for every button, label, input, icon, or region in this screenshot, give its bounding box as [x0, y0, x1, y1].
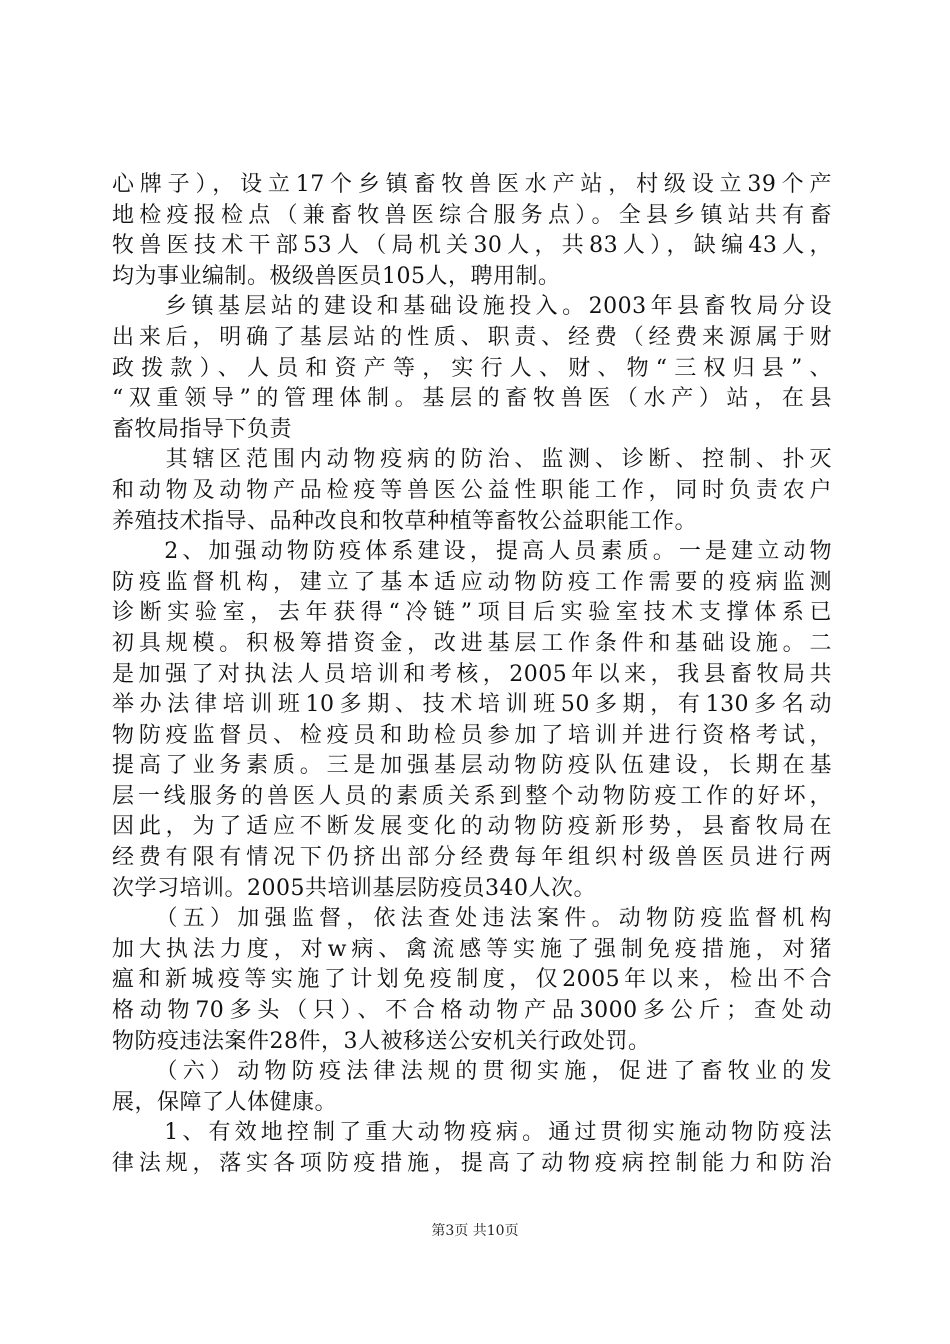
text-line: 物防疫监督员、检疫员和助检员参加了培训并进行资格考试， — [112, 722, 832, 748]
text-line: 防疫监督机构，建立了基本适应动物防疫工作需要的疫病监测 — [112, 569, 832, 595]
text-line: 出来后，明确了基层站的性质、职责、经费（经费来源属于财 — [112, 324, 832, 350]
text-line: 格动物70多头（只）、不合格动物产品3000多公斤；查处动 — [112, 998, 832, 1024]
text-line: （五）加强监督，依法查处违法案件。动物防疫监督机构 — [112, 906, 832, 932]
text-line: 是加强了对执法人员培训和考核，2005年以来，我县畜牧局共 — [112, 661, 832, 687]
text-line: 畜牧局指导下负责 — [112, 416, 293, 442]
text-line: 乡镇基层站的建设和基础设施投入。2003年县畜牧局分设 — [112, 294, 832, 320]
text-line: 政拨款）、人员和资产等，实行人、财、物“三权归县”、 — [112, 355, 832, 381]
page-footer: 第3页 共10页 — [431, 1223, 519, 1239]
text-line: 律法规，落实各项防疫措施，提高了动物疫病控制能力和防治 — [112, 1151, 832, 1176]
text-line: 层一线服务的兽医人员的素质关系到整个动物防疫工作的好坏， — [112, 783, 832, 809]
text-line: 经费有限有情况下仍挤出部分经费每年组织村级兽医员进行两 — [112, 845, 832, 871]
text-line: 因此，为了适应不断发展变化的动物防疫新形势，县畜牧局在 — [112, 814, 832, 840]
text-line: 初具规模。积极筹措资金，改进基层工作条件和基础设施。二 — [112, 630, 832, 656]
text-line: 物防疫违法案件28件，3人被移送公安机关行政处罚。 — [112, 1028, 651, 1054]
text-line: 养殖技术指导、品种改良和牧草种植等畜牧公益职能工作。 — [112, 508, 698, 534]
text-line: 瘟和新城疫等实施了计划免疫制度，仅2005年以来，检出不合 — [112, 967, 832, 993]
text-line: “双重领导”的管理体制。基层的畜牧兽医（水产）站，在县 — [112, 386, 832, 412]
text-line: 心牌子），设立17个乡镇畜牧兽医水产站，村级设立39个产 — [112, 172, 832, 197]
text-line: 和动物及动物产品检疫等兽医公益性职能工作，同时负责农户 — [112, 477, 832, 503]
text-line: 均为事业编制。极级兽医员105人，聘用制。 — [112, 263, 561, 289]
text-line: 加大执法力度，对w病、禽流感等实施了强制免疫措施，对猪 — [112, 936, 832, 962]
text-line: 地检疫报检点（兼畜牧兽医综合服务点）。全县乡镇站共有畜 — [112, 202, 832, 228]
text-line: 牧兽医技术干部53人（局机关30人，共83人），缺编43人， — [112, 233, 832, 259]
text-line: 次学习培训。2005共培训基层防疫员340人次。 — [112, 875, 596, 901]
text-line: 2、加强动物防疫体系建设，提高人员素质。一是建立动物 — [112, 539, 832, 565]
text-line: 1、有效地控制了重大动物疫病。通过贯彻实施动物防疫法 — [112, 1120, 832, 1146]
text-line: 展，保障了人体健康。 — [112, 1089, 338, 1115]
text-line: 其辖区范围内动物疫病的防治、监测、诊断、控制、扑灭 — [112, 447, 832, 473]
text-line: （六）动物防疫法律法规的贯彻实施，促进了畜牧业的发 — [112, 1059, 832, 1085]
text-line: 诊断实验室，去年获得“冷链”项目后实验室技术支撑体系已 — [112, 600, 832, 626]
document-body — [112, 170, 832, 1180]
text-line: 举办法律培训班10多期、技术培训班50多期，有130多名动 — [112, 692, 832, 718]
text-line: 提高了业务素质。三是加强基层动物防疫队伍建设，长期在基 — [112, 753, 832, 779]
